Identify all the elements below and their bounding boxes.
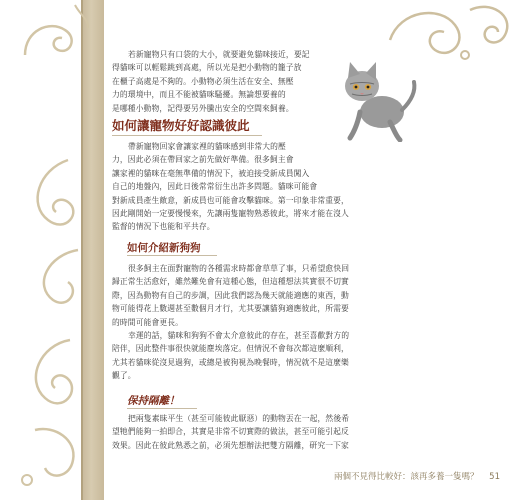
section2-line: 幸運的話，貓咪和狗狗不會太介意彼此的存在，甚至喜歡對方的 xyxy=(128,331,350,341)
section3-line: 把兩隻素昧平生（甚至可能彼此厭惡）的動物丟在一起，然後希 xyxy=(128,414,350,423)
intro-line: 得貓咪可以輕鬆跳到高處，所以光是把小動物的籠子放 xyxy=(112,63,302,73)
section3-paragraph xyxy=(112,412,412,452)
swirl-ornament-left-middle xyxy=(18,150,88,310)
section2-line: 尤其若貓咪從沒見過狗，或總是被狗視為晚餐時，情況就不是這麼樂 xyxy=(112,357,349,367)
section3-line: 效果。因此在彼此熟悉之前，必須先想辦法把雙方隔離，研究一下家 xyxy=(112,440,349,450)
section2-line: 很多飼主在面對寵物的各種需求時都會草草了事，只希望愈快回 xyxy=(128,264,350,273)
section2-line: 的時間可能會更長。 xyxy=(112,317,184,327)
page-number: 51 xyxy=(489,472,500,482)
section1-line: 自己的地盤內，因此日後常常衍生出許多問題。貓咪可能會 xyxy=(112,182,318,192)
section1-line: 力，因此必須在帶回家之前先做好準備。很多飼主會 xyxy=(112,155,294,165)
kitten-photo xyxy=(330,52,420,142)
intro-line: 是哪種小動物，記得要另外騰出安全的空間來飼養。 xyxy=(112,103,294,113)
section2-line: 際，因為動物有自己的步調，因此我們認為幾天就能適應的東西，動 xyxy=(112,290,349,300)
intro-line: 在櫃子高處是不夠的。小動物必須生活在安全、無壓 xyxy=(112,76,294,86)
page-footer xyxy=(0,470,500,482)
footer-title: 兩個不見得比較好：該再多養一隻嗎？ xyxy=(333,472,479,482)
section1-line: 對新成員產生敵意，新成員也可能會攻擊貓咪。第一印象非常重要， xyxy=(112,195,349,205)
section1-line: 監督的情況下也能和平共存。 xyxy=(112,222,215,232)
heading-divider xyxy=(127,255,217,256)
section2-line: 歸正常生活愈好，雖然難免會有這種心態，但這種想法其實很不切實 xyxy=(112,277,349,287)
heading-divider xyxy=(112,135,262,136)
section1-paragraph xyxy=(112,140,412,234)
intro-line: 力的環境中，而且不能被貓咪騷擾。無論想要養的 xyxy=(112,90,286,100)
section2-line: 物可能得花上數週甚至數個月才行，尤其要讓貓狗適應彼此，所需要 xyxy=(112,304,349,314)
section2-line: 陪伴，因此整件事很快就能塵埃落定。但情況不會每次都這麼順利， xyxy=(112,344,349,354)
section2-line: 觀了。 xyxy=(112,371,136,381)
section-heading-meet: 如何讓寵物好好認識彼此 xyxy=(112,118,250,133)
section-heading-dog: 如何介紹新狗狗 xyxy=(127,242,201,254)
swirl-ornament-left-bottom xyxy=(15,330,90,490)
section3-line: 望牠們能夠一拍即合，其實是非常不切實際的做法，甚至可能引起反 xyxy=(112,427,349,437)
section1-line: 讓家裡的貓咪在毫無準備的情況下，被迫接受新成員闖入 xyxy=(112,168,310,178)
swirl-ornament-top-left xyxy=(20,0,90,60)
intro-line: 若新寵物只有口袋的大小，就要避免貓咪接近，要記 xyxy=(128,50,310,59)
heading-divider xyxy=(127,408,197,409)
section2-paragraph xyxy=(112,262,412,383)
section-heading-separate: 保持隔離！ xyxy=(127,395,180,407)
section1-line: 因此剛開始一定要慢慢來，先讓兩隻寵物熟悉彼此，將來才能在沒人 xyxy=(112,209,349,219)
section1-line: 帶新寵物回家會讓家裡的貓咪感到非常大的壓 xyxy=(128,142,286,151)
intro-paragraph xyxy=(112,48,327,115)
